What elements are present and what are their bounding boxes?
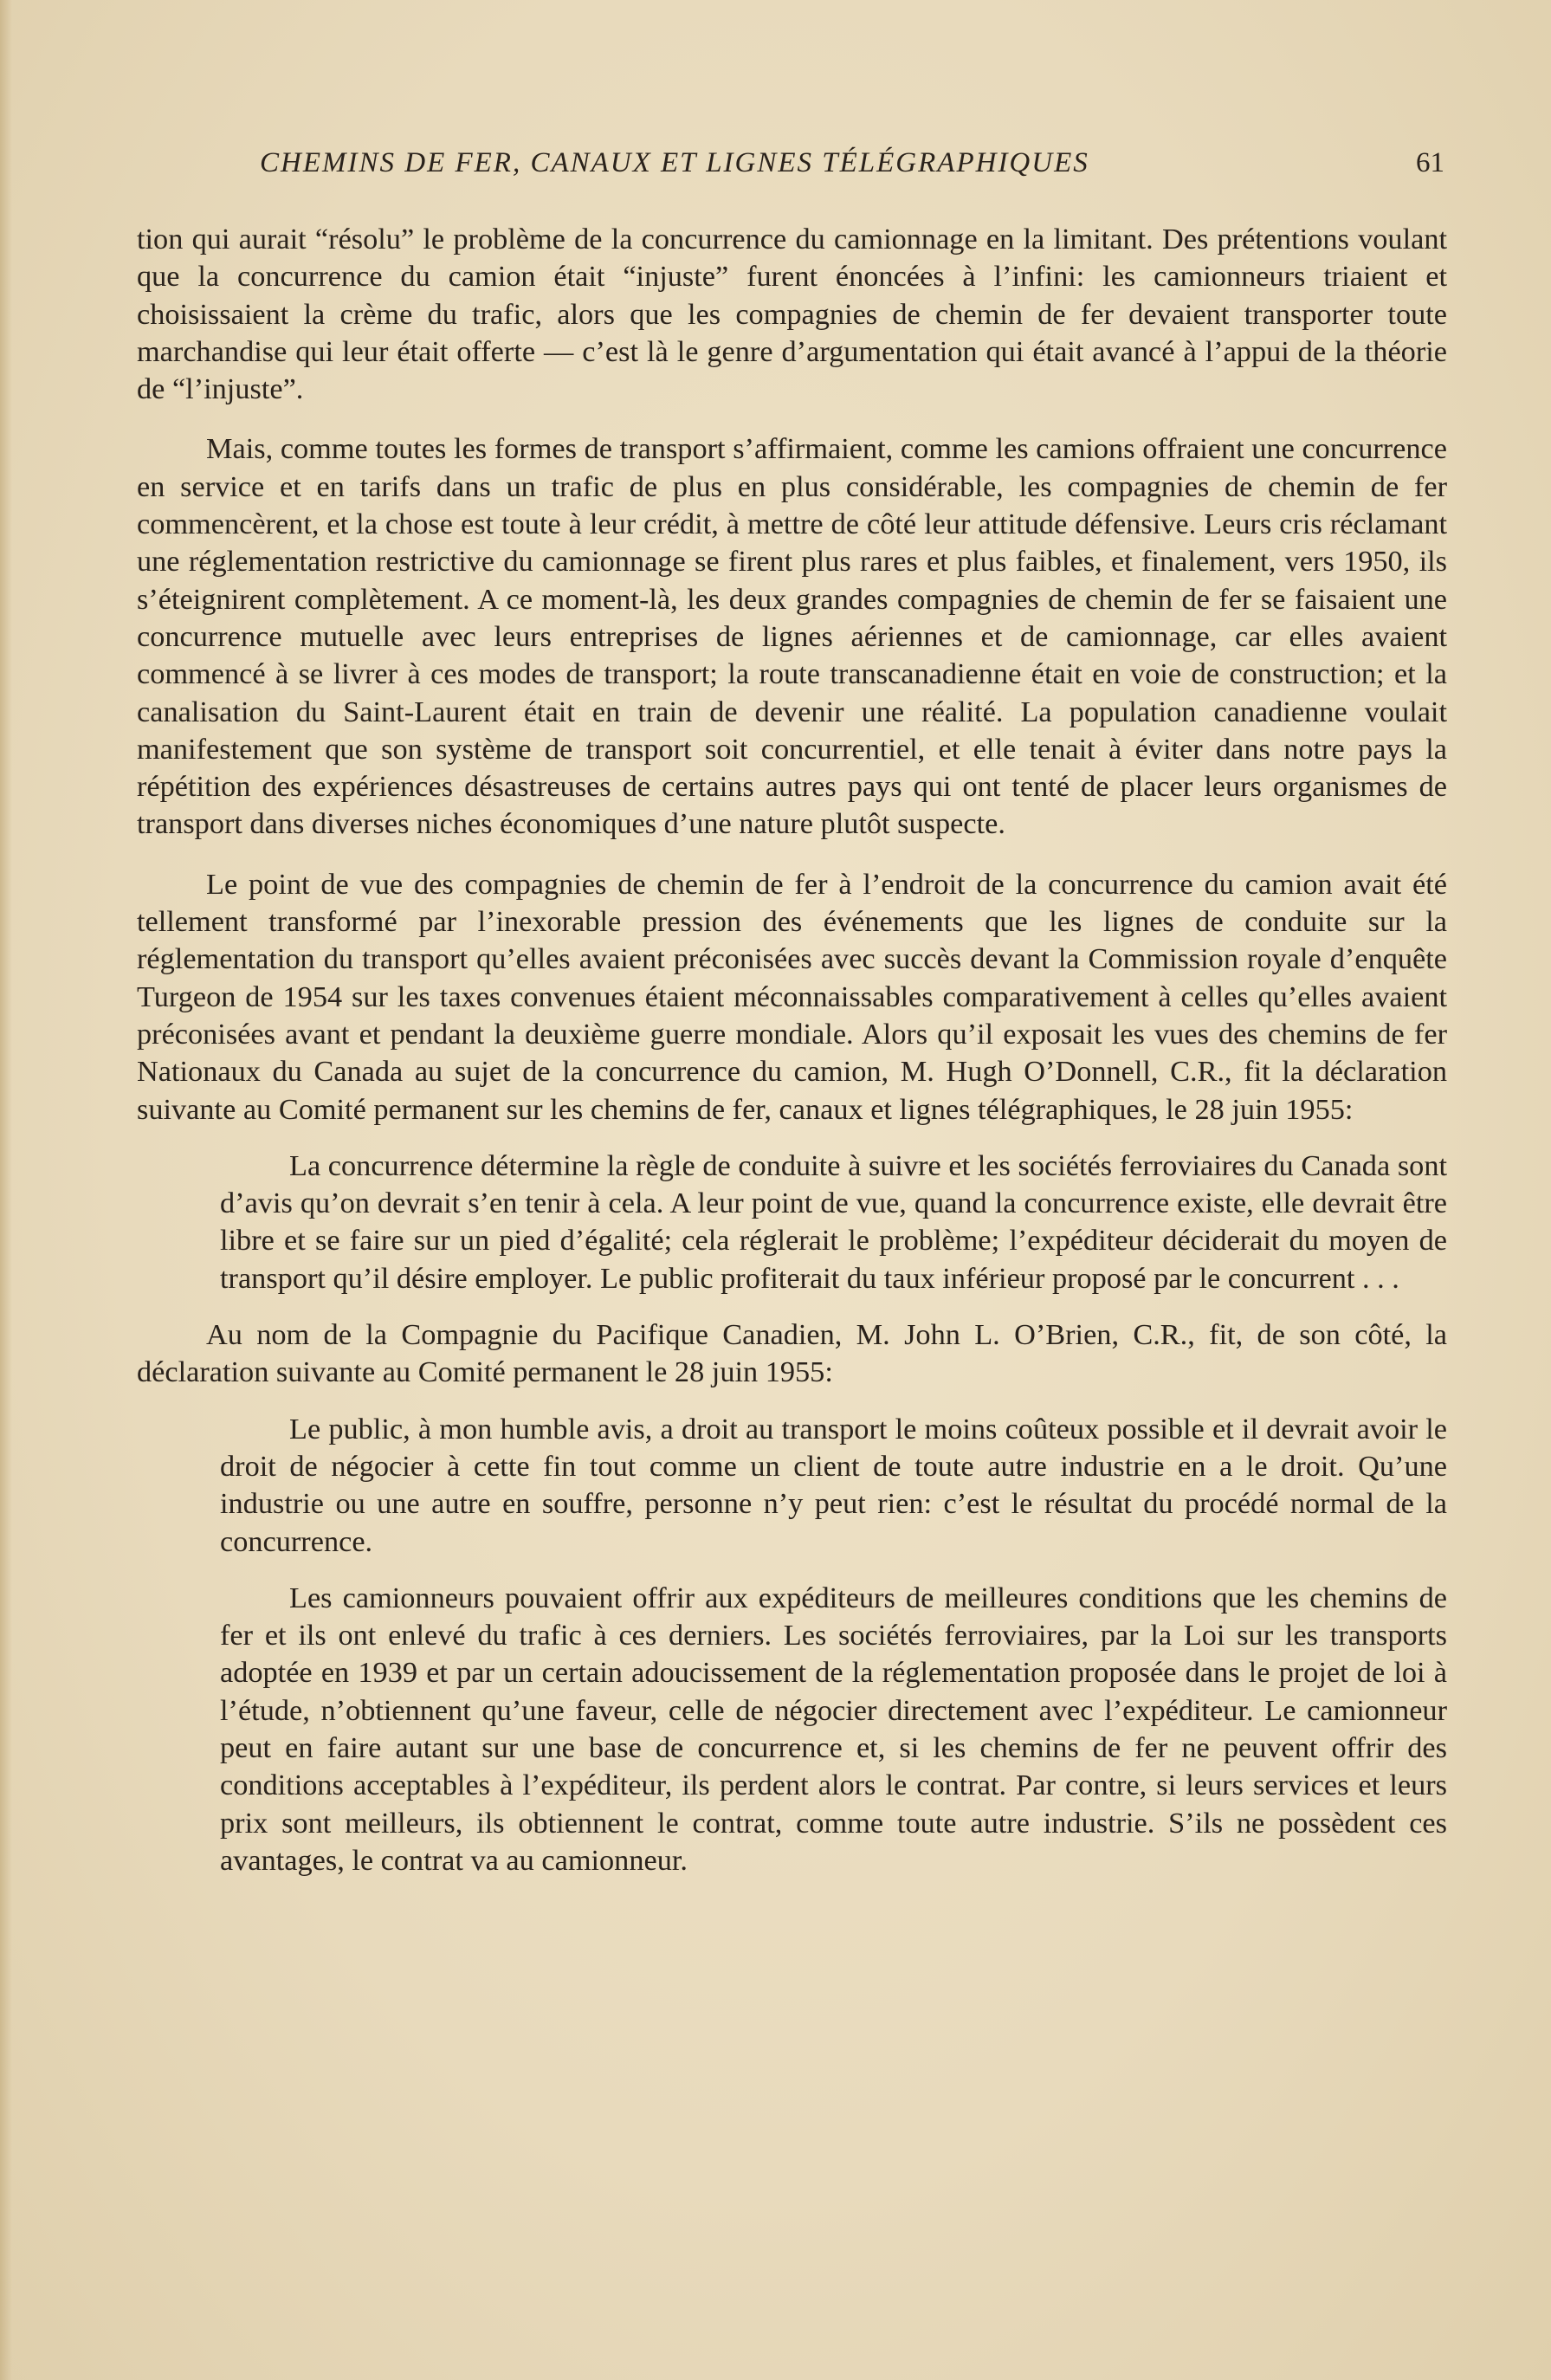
page-binding-shadow xyxy=(0,0,12,2380)
paragraph-continued: tion qui aurait “résolu” le problème de la concurrence du camionnage en la limitant. Des prétentions voulant que la concurrence du camion était “injuste” furent énoncées à l’infini: les camionneurs triaient et choisissaient la crème du trafic, alors que les compagnies de chemin de fer devaient transporter toute marchandise qui leur était offerte — c’est là le genre d’argumentation qui était avancé à l’appui de la théorie de “l’injuste”. xyxy=(137,223,1447,406)
paragraph-cp-statement: Au nom de la Compagnie du Pacifique Canadien, M. John L. O’Brien, C.R., fit, de son côté, la déclaration suivante au Comité permanent le 28 juin 1955: xyxy=(137,1318,1447,1389)
paragraph-railway-viewpoint: Le point de vue des compagnies de chemin de fer à l’endroit de la concurrence du camion avait été tellement transformé par l’inexorable pression des événements que les lignes de conduite sur la réglementation du transport qu’elles avaient préconisées avec succès devant la Commission royale d’enquête Turgeon de 1954 sur les taxes convenues étaient méconnaissables comparativement à celles qu’elles avaient préconisées avant et pendant la deuxième guerre mondiale. Alors qu’il exposait les vues des chemins de fer Nationaux du Canada au sujet de la concurrence du camion, M. Hugh O’Donnell, C.R., fit la déclaration suivante au Comité permanent sur les chemins de fer, canaux et lignes télégraphiques, le 28 juin 1955: xyxy=(137,867,1447,1126)
paragraph-railway-competition: Mais, comme toutes les formes de transport s’affirmaient, comme les camions offraient une concurrence en service et en tarifs dans un trafic de plus en plus considérable, les compagnies de chemin de fer commencèrent, et la chose est toute à leur crédit, à mettre de côté leur attitude défensive. Leurs cris réclamant une réglementation restrictive du camionnage se firent plus rares et plus faibles, et finalement, vers 1950, ils s’éteignirent complètement. A ce moment-là, les deux grandes compagnies de chemin de fer se faisaient une concurrence mutuelle avec leurs entreprises de lignes aériennes et de camionnage, car elles avaient commencé à se livrer à ces modes de transport; la route transcanadienne était en voie de construction; et la canalisation du Saint-Laurent était en train de devenir une réalité. La population canadienne voulait manifestement que son système de transport soit concurrentiel, et elle tenait à éviter dans notre pays la répétition des expériences désastreuses de certains autres pays qui ont tenté de placer leurs organismes de transport dans diverses niches économiques d’une nature plutôt suspecte. xyxy=(137,432,1447,841)
running-title: CHEMINS DE FER, CANAUX ET LIGNES TÉLÉGRAPHIQUES xyxy=(260,147,1089,178)
quote-obrien-1: Le public, à mon humble avis, a droit au transport le moins coûteux possible et il devrait avoir le droit de négocier à cette fin tout comme un client de toute autre industrie en a le droit. Qu’une industrie ou une autre en souffre, personne n’y peut rien: c’est le résultat du procédé normal de la concurrence. xyxy=(220,1412,1447,1558)
quote-obrien-2: Les camionneurs pouvaient offrir aux expéditeurs de meilleures conditions que les chemins de fer et ils ont enlevé du trafic à ces derniers. Les sociétés ferroviaires, par la Loi sur les transports adoptée en 1939 et par un certain adoucissement de la réglementation proposée dans le projet de loi à l’étude, n’obtiennent qu’une faveur, celle de négocier directement avec l’expéditeur. Le camionneur peut en faire autant sur une base de concurrence et, si les chemins de fer ne peuvent offrir des conditions acceptables à l’expéditeur, ils perdent alors le contrat. Par contre, si leurs services et leurs prix sont meilleurs, ils obtiennent le contrat, comme toute autre industrie. S’ils ne possèdent ces avantages, le contrat va au camionneur. xyxy=(220,1581,1447,1877)
page-number: 61 xyxy=(1416,147,1444,178)
quote-odonnell: La concurrence détermine la règle de conduite à suivre et les sociétés ferroviaires du Canada sont d’avis qu’on devrait s’en tenir à cela. A leur point de vue, quand la concurrence existe, elle devrait être libre et se faire sur un pied d’égalité; cela réglerait le problème; l’expéditeur déciderait du moyen de transport qu’il désire employer. Le public profiterait du taux inférieur proposé par le concurrent . . . xyxy=(220,1148,1447,1295)
page-header xyxy=(260,147,1455,191)
body-text xyxy=(137,221,1447,1879)
